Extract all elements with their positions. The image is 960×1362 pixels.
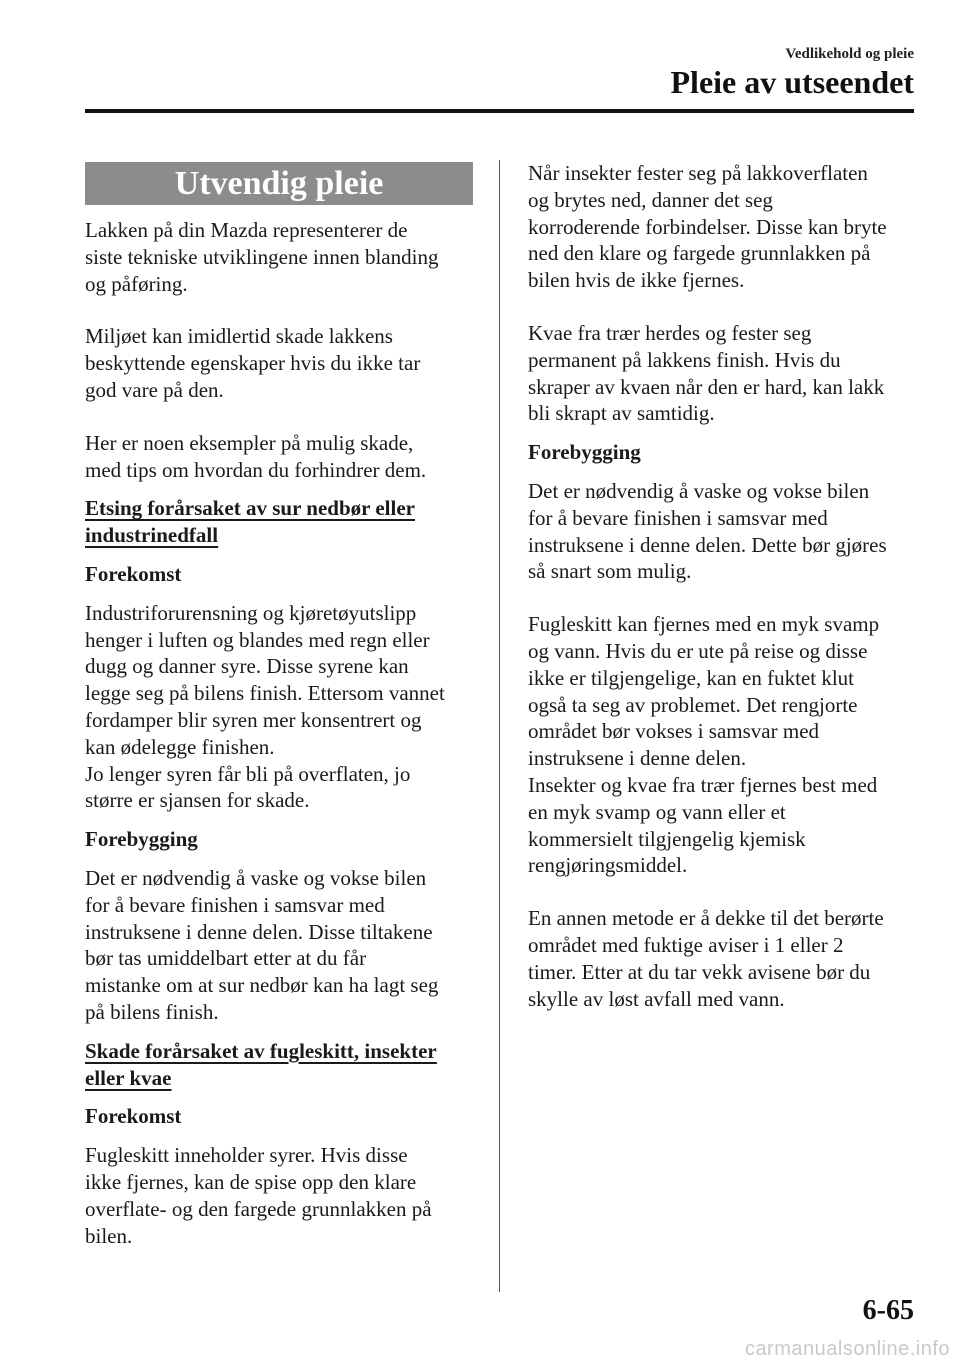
text-line: og brytes ned, danner det seg [528, 187, 773, 212]
text-line: og påføring. [85, 271, 188, 296]
text-line: Etsing forårsaket av sur nedbør eller [85, 496, 415, 521]
text-line: Her er noen eksempler på mulig skade, [85, 430, 414, 455]
text-line: ikke fjernes, kan de spise opp den klare [85, 1169, 417, 1194]
text-line: for å bevare finishen i samsvar med [528, 505, 828, 530]
text-line: legge seg på bilens finish. Ettersom vannet [85, 681, 445, 706]
page-title: Pleie av utseendet [670, 64, 914, 100]
text-line: timer. Etter at du tar vekk avisene bør du [528, 959, 871, 984]
text-line: Industriforurensning og kjøretøyutslipp [85, 600, 417, 625]
sap-paragraph [528, 320, 916, 427]
text-line: Det er nødvendig å vaske og vokse bilen [528, 478, 870, 503]
text-line: området bør vokses i samsvar med [528, 719, 820, 744]
text-line: bli skrapt av samtidig. [528, 401, 715, 426]
text-line: beskyttende egenskaper hvis du ikke tar [85, 351, 421, 376]
text-line: Det er nødvendig å vaske og vokse bilen [85, 865, 427, 890]
header-rule [85, 109, 914, 113]
text-line: Lakken på din Mazda representerer de [85, 218, 408, 242]
text-line: henger i luften og blandes med regn eller [85, 627, 430, 652]
text-line: området med fuktige aviser i 1 eller 2 [528, 932, 844, 957]
text-line: også ta seg av problemet. Det rengjorte [528, 692, 858, 717]
subheading-forekomst-1: Forekomst [85, 561, 182, 586]
text-line: mistanke om at sur nedbør kan ha lagt seg [85, 973, 439, 998]
text-line: bilen hvis de ikke fjernes. [528, 268, 745, 293]
text-line: skraper av kvaen når den er hard, kan lakk [528, 374, 885, 399]
section-heading-text [85, 1038, 473, 1092]
text-line: for å bevare finishen i samsvar med [85, 892, 385, 917]
text-line: overflate- og den fargede grunnlakken på [85, 1196, 432, 1221]
intro-paragraph-3 [85, 430, 473, 484]
subheading-forekomst-2: Forekomst [85, 1104, 182, 1129]
subheading-forebygging-1: Forebygging [85, 827, 198, 852]
text-line: god vare på den. [85, 377, 224, 402]
text-line: på bilens finish. [85, 999, 219, 1024]
text-line: skylle av løst avfall med vann. [528, 986, 785, 1011]
forebygging-text-2 [528, 478, 916, 585]
text-line: kommersielt tilgjengelig kjemisk [528, 826, 806, 851]
section-banner: Utvendig pleie [85, 162, 473, 205]
text-line: større er sjansen for skade. [85, 788, 310, 813]
text-line: Kvae fra trær herdes og fester seg [528, 320, 812, 345]
text-line: rengjøringsmiddel. [528, 853, 688, 878]
page-number: 6-65 [862, 1295, 914, 1326]
text-line: med tips om hvordan du forhindrer dem. [85, 457, 427, 482]
text-line: ikke er tilgjengelige, kan en fuktet klut [528, 665, 854, 690]
text-line: korroderende forbindelser. Disse kan bryte [528, 214, 887, 239]
text-line: instruksene i denne delen. [528, 746, 747, 771]
column-divider [499, 160, 500, 1292]
text-line: Miljøet kan imidlertid skade lakkens [85, 324, 393, 349]
text-line: fordamper blir syren mer konsentrert og [85, 707, 422, 732]
newspaper-paragraph [528, 905, 916, 1012]
text-line: Når insekter fester seg på lakkoverflaten [528, 161, 868, 185]
chapter-label: Vedlikehold og pleie [785, 46, 914, 62]
subheading-forebygging-2: Forebygging [528, 440, 641, 465]
section-heading-text [85, 495, 473, 549]
forekomst-text-1 [85, 600, 473, 814]
forebygging-text-1 [85, 865, 473, 1026]
cleaning-paragraph [528, 611, 916, 879]
text-line: instruksene i denne delen. Dette bør gjøres [528, 532, 887, 557]
text-line: så snart som mulig. [528, 559, 692, 584]
text-line: kan ødelegge finishen. [85, 734, 275, 759]
text-line: bilen. [85, 1223, 133, 1248]
watermark: carmanualsonline.info [744, 1338, 950, 1360]
text-line: Skade forårsaket av fugleskitt, insekter [85, 1038, 437, 1063]
text-line: en myk svamp og vann eller et [528, 799, 786, 824]
section-heading-bird-droppings [85, 1038, 473, 1092]
insects-paragraph [528, 160, 916, 294]
text-line: ned den klare og fargede grunnlakken på [528, 241, 871, 266]
text-line: permanent på lakkens finish. Hvis du [528, 347, 841, 372]
text-line: Insekter og kvae fra trær fjernes best med [528, 772, 878, 797]
text-line: og vann. Hvis du er ute på reise og disse [528, 638, 868, 663]
intro-paragraph-1 [85, 217, 473, 297]
text-line: dugg og danner syre. Disse syrene kan [85, 654, 409, 679]
text-line: siste tekniske utviklingene innen blanding [85, 244, 439, 269]
text-line: Jo lenger syren får bli på overflaten, jo [85, 761, 411, 786]
text-line: instruksene i denne delen. Disse tiltakene [85, 919, 433, 944]
text-line: industrinedfall [85, 523, 219, 548]
intro-paragraph-2 [85, 323, 473, 403]
forekomst-text-2 [85, 1142, 473, 1249]
text-line: Fugleskitt kan fjernes med en myk svamp [528, 612, 880, 637]
text-line: Fugleskitt inneholder syrer. Hvis disse [85, 1143, 408, 1168]
section-heading-acid-rain [85, 495, 473, 549]
left-column [85, 162, 473, 1261]
right-column [528, 160, 916, 1024]
text-line: bør tas umiddelbart etter at du får [85, 946, 367, 971]
text-line: En annen metode er å dekke til det berørte [528, 906, 884, 931]
text-line: eller kvae [85, 1065, 172, 1090]
